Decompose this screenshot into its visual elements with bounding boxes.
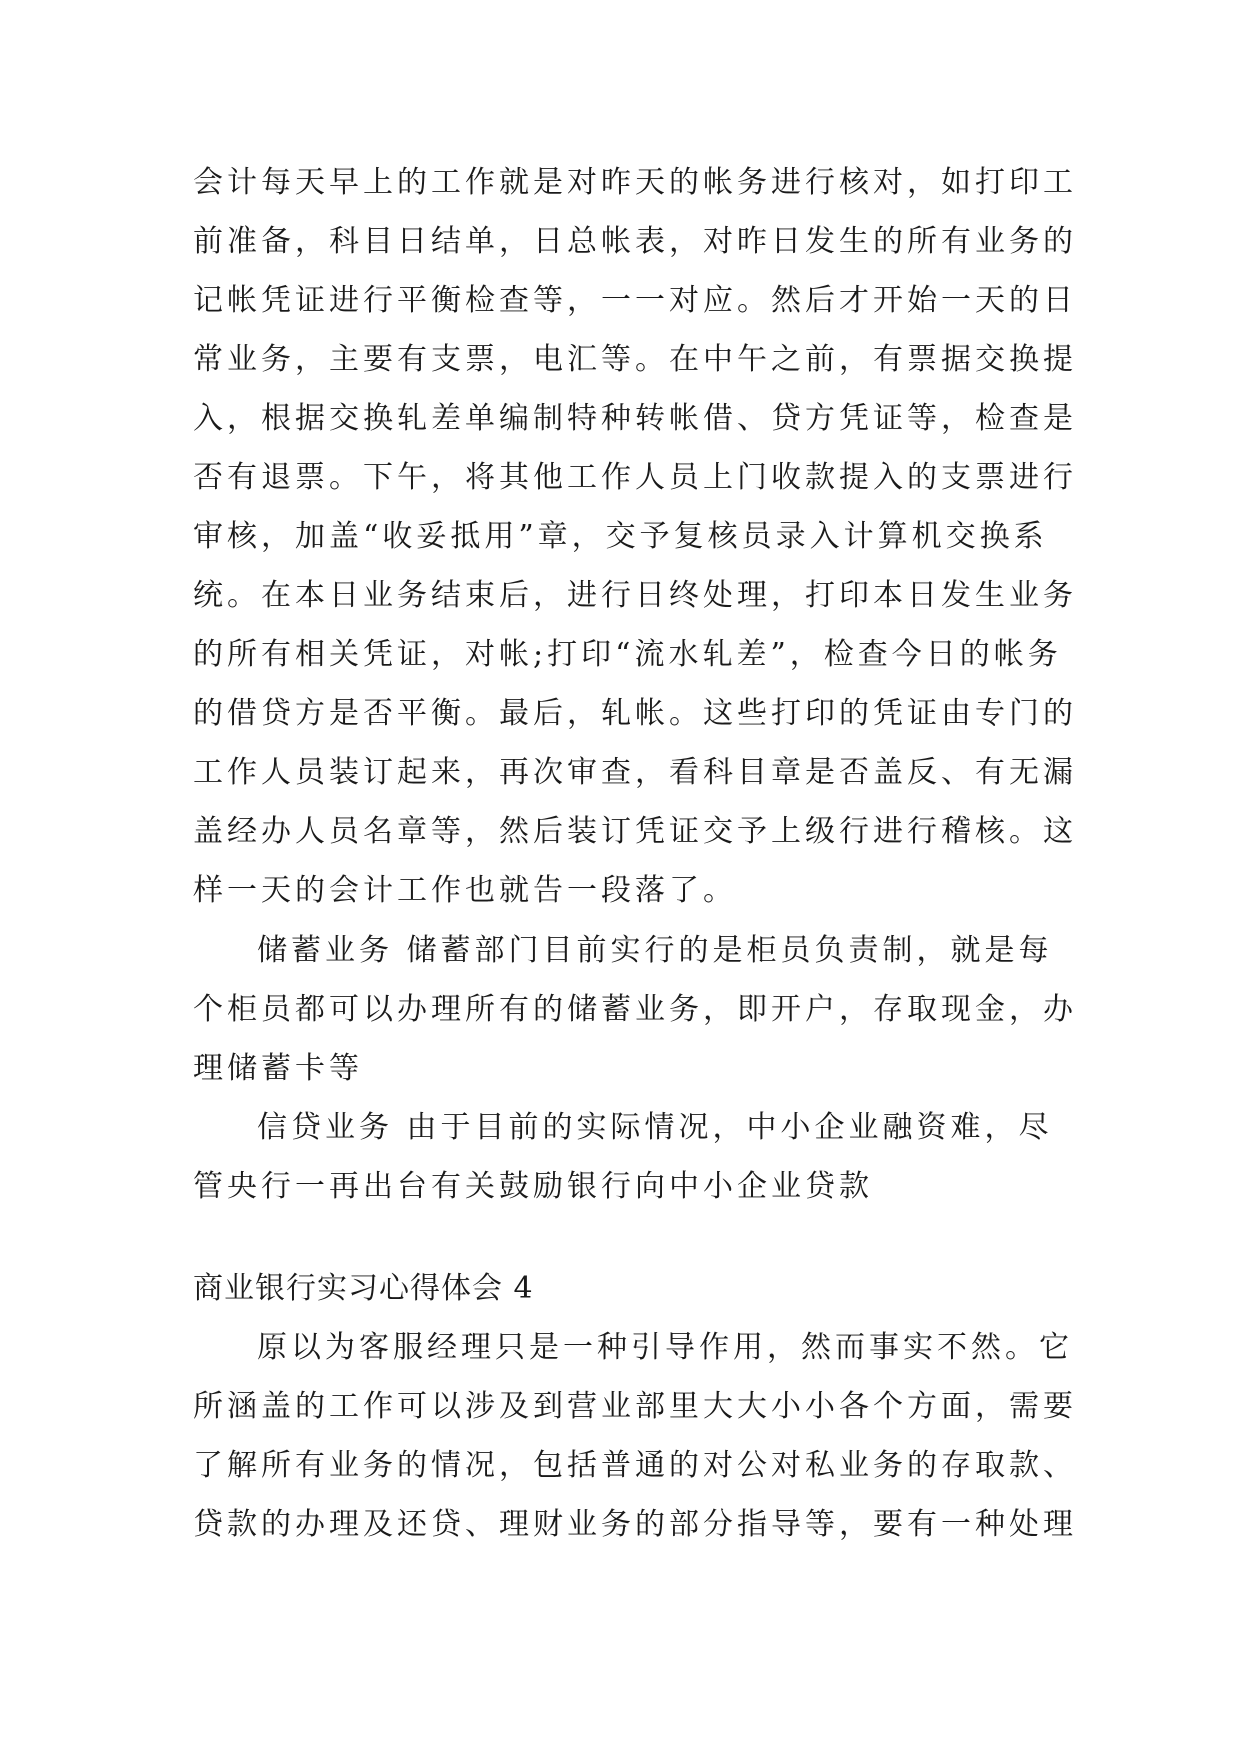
paragraph-line: 管央行一再出台有关鼓励银行向中小企业贷款 (193, 1169, 873, 1204)
section-heading: 商业银行实习心得体会 4 (193, 1271, 534, 1306)
paragraph-line: 记帐凭证进行平衡检查等，一一对应。然后才开始一天的日 (193, 283, 1077, 318)
paragraph-line: 样一天的会计工作也就告一段落了。 (193, 873, 737, 908)
paragraph-line: 工作人员装订起来，再次审查，看科目章是否盖反、有无漏 (193, 755, 1077, 790)
paragraph-line: 储蓄业务 储蓄部门目前实行的是柜员负责制，就是每 (257, 933, 1053, 968)
paragraph-line: 的借贷方是否平衡。最后，轧帐。这些打印的凭证由专门的 (193, 696, 1077, 731)
paragraph-line: 否有退票。下午，将其他工作人员上门收款提入的支票进行 (193, 460, 1077, 495)
paragraph-line: 统。在本日业务结束后，进行日终处理，打印本日发生业务 (193, 578, 1077, 613)
paragraph-line: 前准备，科目日结单，日总帐表，对昨日发生的所有业务的 (193, 224, 1077, 259)
paragraph-line: 审核，加盖“收妥抵用”章，交予复核员录入计算机交换系 (193, 519, 1048, 554)
paragraph-line: 原以为客服经理只是一种引导作用，然而事实不然。它 (257, 1330, 1073, 1365)
paragraph-line: 个柜员都可以办理所有的储蓄业务，即开户，存取现金，办 (193, 992, 1077, 1027)
paragraph-line: 信贷业务 由于目前的实际情况，中小企业融资难，尽 (257, 1110, 1053, 1145)
paragraph-line: 的所有相关凭证，对帐;打印“流水轧差”，检查今日的帐务 (193, 637, 1062, 672)
paragraph-line: 所涵盖的工作可以涉及到营业部里大大小小各个方面，需要 (193, 1389, 1077, 1424)
paragraph-line: 了解所有业务的情况，包括普通的对公对私业务的存取款、 (193, 1448, 1077, 1483)
paragraph-line: 常业务，主要有支票，电汇等。在中午之前，有票据交换提 (193, 342, 1077, 377)
paragraph-line: 入，根据交换轧差单编制特种转帐借、贷方凭证等，检查是 (193, 401, 1077, 436)
paragraph-line: 理储蓄卡等 (193, 1051, 363, 1086)
paragraph-line: 盖经办人员名章等，然后装订凭证交予上级行进行稽核。这 (193, 814, 1077, 849)
paragraph-line: 贷款的办理及还贷、理财业务的部分指导等，要有一种处理 (193, 1507, 1077, 1542)
paragraph-line: 会计每天早上的工作就是对昨天的帐务进行核对，如打印工 (193, 165, 1077, 200)
